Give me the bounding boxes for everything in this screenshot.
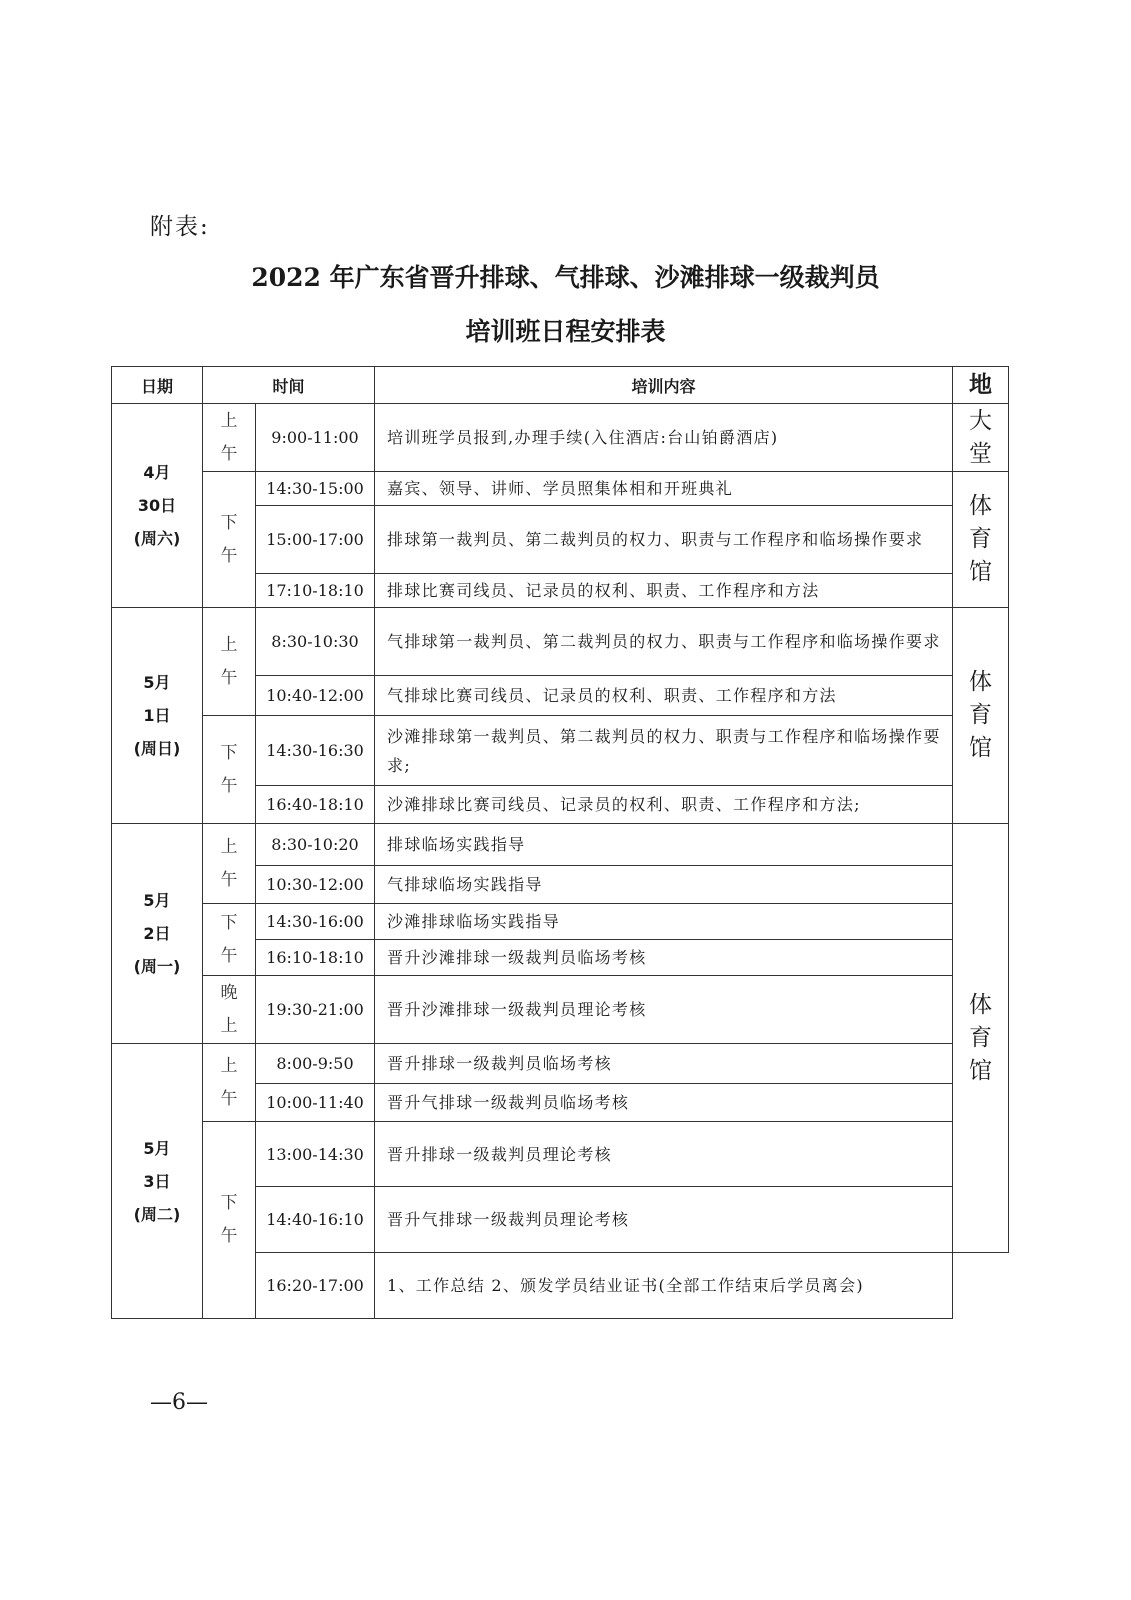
period-cell: 上午 [203,404,256,472]
period-cell: 上午 [203,1044,256,1122]
content-cell: 气排球第一裁判员、第二裁判员的权力、职责与工作程序和临场操作要求 [375,608,953,676]
content-header: 培训内容 [375,367,953,404]
content-cell: 1、工作总结 2、颁发学员结业证书(全部工作结束后学员离会) [375,1253,953,1319]
time-cell: 13:00-14:30 [256,1122,375,1187]
content-cell: 晋升沙滩排球一级裁判员理论考核 [375,976,953,1044]
period-cell: 晚上 [203,976,256,1044]
time-cell: 16:10-18:10 [256,940,375,976]
content-cell: 沙滩排球临场实践指导 [375,904,953,940]
content-cell: 排球第一裁判员、第二裁判员的权力、职责与工作程序和临场操作要求 [375,506,953,574]
content-cell: 排球比赛司线员、记录员的权利、职责、工作程序和方法 [375,574,953,608]
time-cell: 15:00-17:00 [256,506,375,574]
table-row [112,1122,1009,1187]
time-cell: 8:30-10:20 [256,824,375,866]
time-cell: 16:20-17:00 [256,1253,375,1319]
time-cell: 14:30-15:00 [256,472,375,506]
time-cell: 10:30-12:00 [256,866,375,904]
content-cell: 气排球临场实践指导 [375,866,953,904]
content-cell: 沙滩排球比赛司线员、记录员的权利、职责、工作程序和方法; [375,786,953,824]
time-cell: 14:30-16:00 [256,904,375,940]
time-cell: 14:40-16:10 [256,1187,375,1253]
date-cell: 5月 1日 (周日) [112,608,203,824]
period-cell: 下午 [203,904,256,976]
table-header-row [112,367,1009,404]
time-cell: 14:30-16:30 [256,716,375,786]
table-row [112,904,1009,940]
period-cell: 下午 [203,716,256,824]
date-header: 日期 [112,367,203,404]
time-cell: 8:00-9:50 [256,1044,375,1084]
content-cell: 晋升气排球一级裁判员临场考核 [375,1084,953,1122]
table-row [112,976,1009,1044]
place-cell: 体育馆 [953,472,1009,608]
place-cell: 体育馆 [953,608,1009,824]
content-cell: 晋升气排球一级裁判员理论考核 [375,1187,953,1253]
table-row [112,608,1009,676]
content-cell: 晋升沙滩排球一级裁判员临场考核 [375,940,953,976]
time-cell: 10:40-12:00 [256,676,375,716]
time-cell: 17:10-18:10 [256,574,375,608]
content-cell: 嘉宾、领导、讲师、学员照集体相和开班典礼 [375,472,953,506]
page-number: —6— [150,1390,208,1415]
period-cell: 上午 [203,824,256,904]
content-cell: 沙滩排球第一裁判员、第二裁判员的权力、职责与工作程序和临场操作要求; [375,716,953,786]
place-header: 地 [953,367,1009,404]
period-cell: 下午 [203,1122,256,1319]
time-cell: 19:30-21:00 [256,976,375,1044]
time-cell: 10:00-11:40 [256,1084,375,1122]
table-row [112,716,1009,786]
content-cell: 晋升排球一级裁判员理论考核 [375,1122,953,1187]
attachment-label: 附表: [150,214,210,240]
time-cell: 9:00-11:00 [256,404,375,472]
schedule-table [111,366,1009,1319]
period-cell: 上午 [203,608,256,716]
table-row [112,824,1009,866]
date-cell: 4月 30日 (周六) [112,404,203,608]
place-cell: 大堂 [953,404,1009,472]
time-header: 时间 [203,367,375,404]
content-cell: 晋升排球一级裁判员临场考核 [375,1044,953,1084]
content-cell: 气排球比赛司线员、记录员的权利、职责、工作程序和方法 [375,676,953,716]
period-cell: 下午 [203,472,256,608]
content-cell: 培训班学员报到,办理手续(入住酒店:台山铂爵酒店) [375,404,953,472]
date-cell: 5月 3日 (周二) [112,1044,203,1319]
place-cell: 体育馆 [953,824,1009,1253]
table-row [112,1044,1009,1084]
document-title: 2022 年广东省晋升排球、气排球、沙滩排球一级裁判员 [251,263,880,292]
table-row [112,472,1009,506]
time-cell: 16:40-18:10 [256,786,375,824]
content-cell: 排球临场实践指导 [375,824,953,866]
date-cell: 5月 2日 (周一) [112,824,203,1044]
document-subtitle: 培训班日程安排表 [465,317,666,346]
table-row [112,404,1009,472]
time-cell: 8:30-10:30 [256,608,375,676]
